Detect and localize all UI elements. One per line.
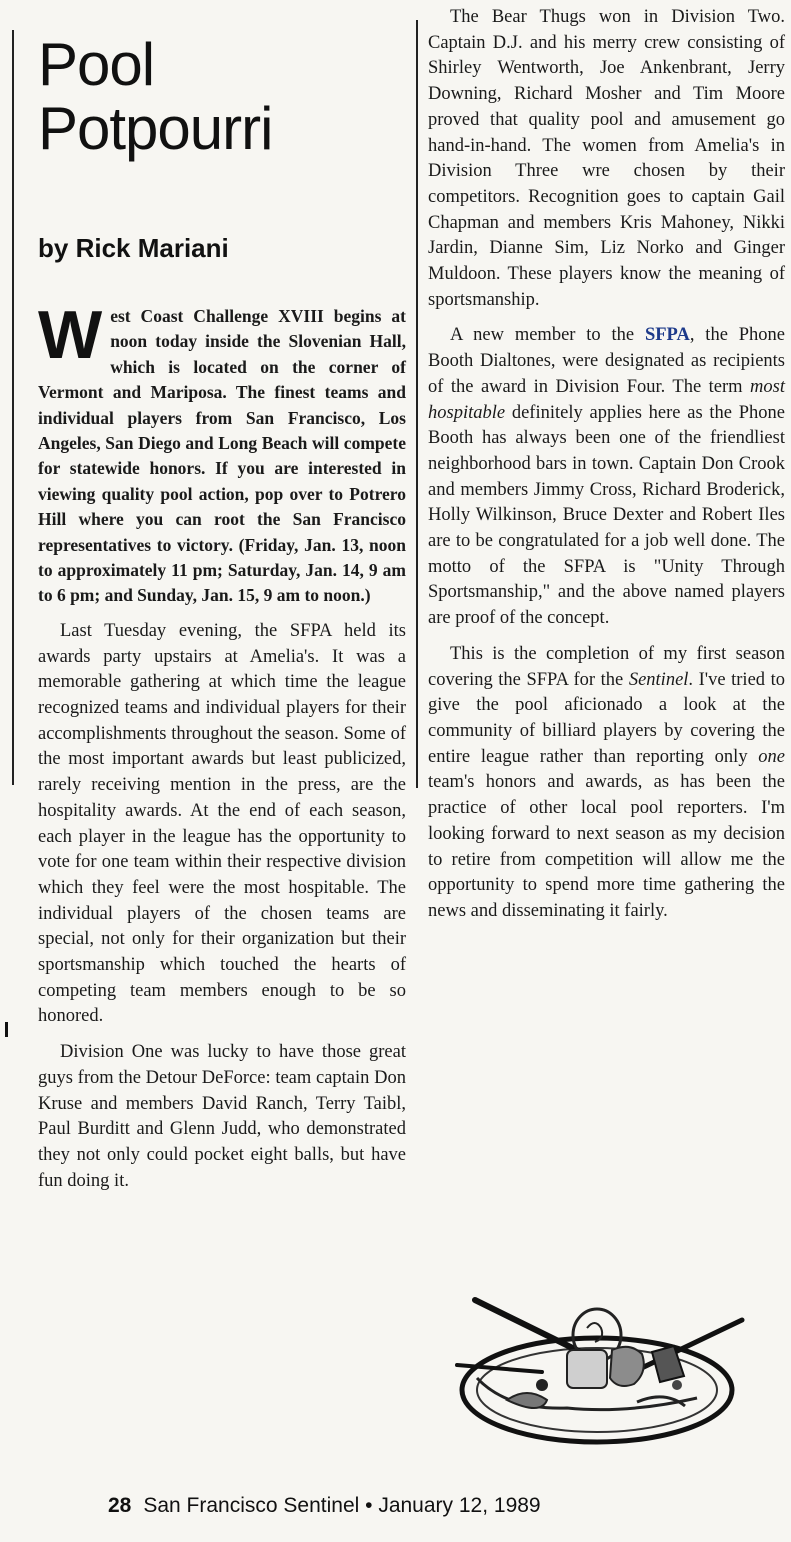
paragraph-closing: [428, 642, 785, 925]
lead-text: est Coast Challenge XVIII begins at noon today inside the Slovenian Hall, which is located on the corner of Vermont and Mariposa. The finest teams and individual players from San Francisco, Los Angeles, San Diego and Long Beach will compete for statewide honors. If you are interested in viewing quality pool action, pop over to Potrero Hill where you can root the San Francisco representatives to victory. (Friday, Jan. 13, noon to approximately 11 pm; Saturday, Jan. 14, 9 am to 6 pm; and Sunday, Jan. 15, 9 am to noon.): [38, 306, 406, 606]
lead-paragraph: [38, 297, 406, 609]
p6-mid: . I've tried to give the pool aficionado a look at the community of billiard players by covering the entire league rather than reporting only: [428, 669, 785, 767]
paragraph-division-four: [428, 323, 785, 631]
byline: by Rick Mariani: [38, 233, 229, 263]
publication-line: San Francisco Sentinel • January 12, 1989: [143, 1494, 541, 1517]
page-number: 28: [108, 1494, 132, 1517]
page-footer: [108, 1494, 541, 1518]
p6-post: team's honors and awards, as has been the practice of other local pool reporters. I'm looking forward to next season as my decision to retire from competition will allow me the opportunity to spend more time gathering the news and disseminating it fairly.: [428, 772, 785, 921]
p5-emphasis: most hospitable: [428, 376, 785, 423]
p5-post: definitely applies here as the Phone Booth has always been one of the friendliest neighborhood bars in town. Captain Don Crook and members Jimmy Cross, Richard Broderick, Holly Wilkinson, Bruce Dexter and Robert Iles are to be congratulated for a job well done. The motto of the SFPA is "Unity Through Sportsmanship," and the above named players are proof of the concept.: [428, 402, 785, 629]
paragraph-division-two-three: The Bear Thugs won in Division Two. Captain D.J. and his merry crew consisting of Shirley Wentworth, Joe Ankenbrant, Jerry Downing, Richard Mosher and Tim Moore proved that quality pool and amusement go hand-in-hand. The women from Amelia's in Division Three wre chosen by their competitors. Recognition goes to captain Gail Chapman and members Kris Mahoney, Nikki Jardin, Dianne Sim, Liz Norko and Ginger Muldoon. These players know the meaning of sportsmanship.: [428, 7, 785, 310]
p6-sentinel: Sentinel: [628, 669, 689, 690]
p6-pre: This is the completion of my first season covering the SFPA for the: [428, 643, 785, 690]
column-divider-rule: [416, 20, 418, 788]
margin-mark: [5, 1022, 8, 1037]
p6-one: one: [758, 746, 785, 767]
p5-pre: A new member to the: [450, 325, 645, 346]
headline: [38, 33, 406, 161]
left-column: [38, 25, 406, 1204]
pool-table-cartoon-icon: [447, 1290, 747, 1450]
p5-mid: , the Phone Booth Dialtones, were designated as recipients of the award in Division Four. The term: [428, 325, 785, 397]
paragraph-awards-party: Last Tuesday evening, the SFPA held its awards party upstairs at Amelia's. It was a memorable gathering at which time the league recognized teams and individual players for their accomplishments throughout the season. Some of the most important awards but least publicized, rarely receiving mention in the press, are the hospitality awards. At the end of each season, each player in the league has the opportunity to vote for one team within their respective division which they feel were the most hospitable. The individual players of the chosen teams are special, not only for their organization but their sportsmanship which touched the hearts of competing team members enough to be so honored.: [38, 620, 406, 1027]
left-column-rule: [12, 30, 14, 785]
headline-line-1: Pool: [38, 31, 155, 98]
sfpa-highlight: SFPA: [644, 325, 690, 346]
right-column: [428, 5, 785, 935]
headline-line-2: Potpourri: [38, 95, 273, 162]
paragraph-division-one: Division One was lucky to have those great guys from the Detour DeForce: team captain Don Kruse and members David Ranch, Terry Taibl, Paul Burditt and Glenn Judd, who demonstrated they not only could pocket eight balls, but have fun doing it.: [38, 1042, 406, 1191]
drop-cap: W: [38, 297, 103, 373]
